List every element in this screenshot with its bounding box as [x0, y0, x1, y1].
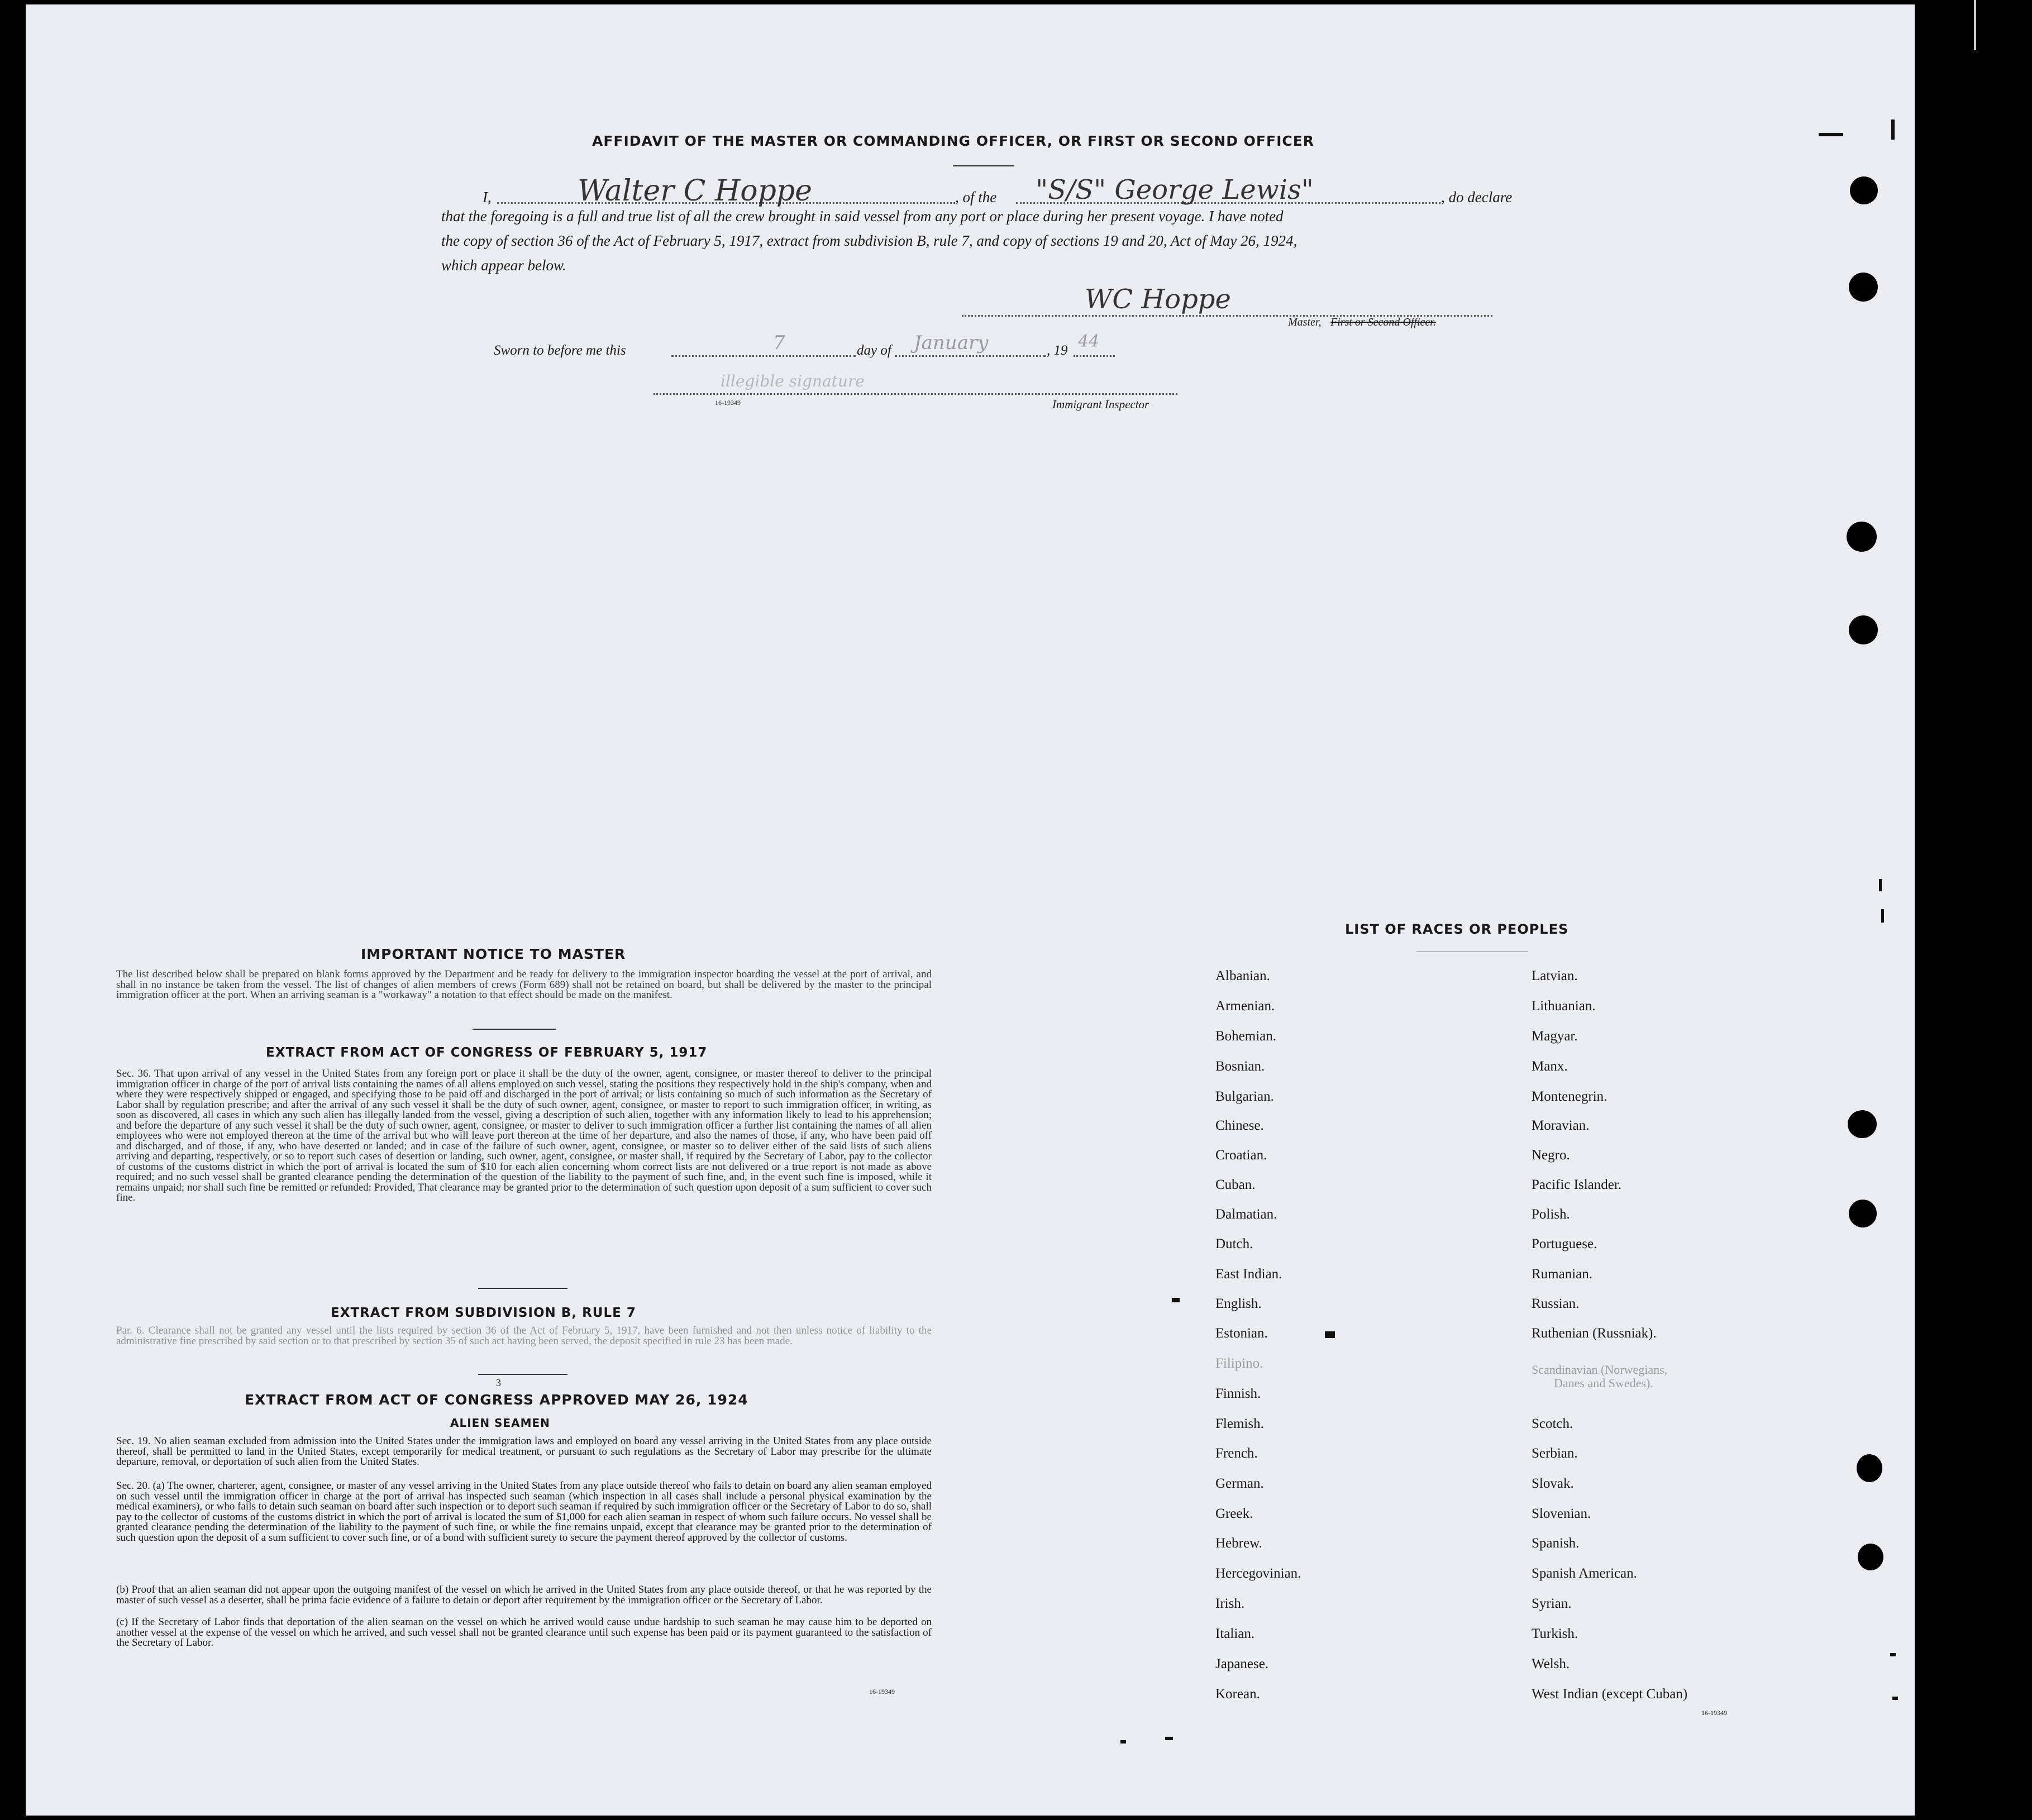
declaration-line-1: that the foregoing is a full and true list of all the crew brought in said vessel from any port or place during her present voyage. I have noted: [441, 208, 1284, 224]
races-title: LIST OF RACES OR PEOPLES: [1345, 921, 1569, 937]
race-right: Serbian.: [1532, 1446, 1578, 1461]
of-the-label: , of the: [955, 189, 997, 206]
day-of-label: day of: [857, 343, 891, 358]
notice-rule: [473, 1029, 556, 1030]
race-right: Scotch.: [1532, 1416, 1573, 1431]
scan-mark: [1881, 909, 1884, 923]
race-right: Spanish.: [1532, 1536, 1580, 1551]
extract-rule7-rule: [478, 1374, 567, 1375]
race-left: English.: [1215, 1296, 1262, 1311]
race-left: Japanese.: [1215, 1656, 1269, 1671]
scan-mark: [1165, 1737, 1173, 1740]
i-label: I,: [483, 189, 492, 206]
sworn-day-handwritten: 7: [773, 332, 785, 354]
document-page: [26, 4, 1915, 1816]
race-right: Scandinavian (Norwegians,: [1532, 1363, 1668, 1377]
race-right: Lithuanian.: [1532, 999, 1596, 1014]
scan-mark: [1890, 1653, 1896, 1656]
race-right: Magyar.: [1532, 1029, 1578, 1044]
race-right: Portuguese.: [1532, 1236, 1597, 1251]
sec20b-text: (b) Proof that an alien seaman did not appear upon the outgoing manifest of the vessel on which he arrived in the United States from any place outside thereof, or that he was reported by the master of such vessel as a deserter, shall be prima facie evidence of a failure to detain or deport after requirement by the immigration officer or the Secretary of Labor.: [116, 1584, 932, 1606]
extract-rule7-text: Par. 6. Clearance shall not be granted any vessel until the lists required by section 36 of the Act of February 5, 1917, have been furnished and not then unless notice of liability to the administrative fine prescribed by said section or to that prescribed by section 35 of such act having been served, the deposit specified in rule 23 has been made.: [116, 1325, 932, 1347]
sworn-label: Sworn to before me this: [494, 343, 626, 358]
binder-hole: [1857, 1454, 1882, 1482]
race-left: French.: [1215, 1446, 1258, 1461]
race-left: Chinese.: [1215, 1118, 1264, 1133]
race-left: Korean.: [1215, 1687, 1260, 1702]
notice-text: The list described below shall be prepared on blank forms approved by the Department and be ready for delivery to the immigration inspector boarding the vessel at the port of arrival, and shall in no instance be taken from the vessel. The list of changes of alien members of crews (Form 689) shall not be retained on board, but shall be delivered by the master to the principal immigration officer at the port. When an arriving seaman is a "workaway" a notation to that effect should be made on the manifest.: [116, 968, 932, 1001]
do-declare-label: , do declare: [1441, 189, 1513, 206]
race-left: Croatian.: [1215, 1148, 1267, 1163]
page-mark: 3: [496, 1377, 501, 1388]
scan-mark: [1172, 1298, 1180, 1302]
race-left: Hebrew.: [1215, 1536, 1262, 1551]
declarant-line: [483, 174, 1527, 208]
race-right: Manx.: [1532, 1059, 1568, 1074]
affidavit-title: AFFIDAVIT OF THE MASTER OR COMMANDING OFFICER, OR FIRST OR SECOND OFFICER: [592, 133, 1315, 149]
binder-hole: [1847, 522, 1877, 552]
race-right: Pacific Islander.: [1532, 1177, 1622, 1192]
race-left: Bohemian.: [1215, 1029, 1277, 1044]
year-prefix: , 19: [1047, 343, 1068, 358]
race-right: Spanish American.: [1532, 1566, 1637, 1581]
inspector-signature-handwritten: illegible signature: [721, 372, 865, 390]
binder-hole: [1849, 615, 1878, 644]
sec20a-text: Sec. 20. (a) The owner, charterer, agent, consignee, or master of any vessel arriving in the United States from any place outside thereof who fails to detain on board any alien seaman employed on such vessel until the immigration officer in charge at the port of arrival has inspected such seaman (which inspection in all cases shall include a personal physical examination by the medical examiners), or who fails to detain such seaman on board after such inspection or to deport such seaman if required by such immigration officer or the Secretary of Labor to do so, shall pay to the collector of customs of the customs district in which the port of arrival is located the sum of $1,000 for each alien seaman in respect of whom such failure occurs. No vessel shall be granted clearance pending the determination of the liability to the payment of such fine, or while the fine remains unpaid, except that clearance may be granted prior to the determination of such question upon the deposit of a sum sufficient to cover such fine, or of a bond with sufficient surety to secure the payment thereof approved by the collector of customs.: [116, 1480, 932, 1544]
race-left: Finnish.: [1215, 1386, 1261, 1401]
extract-1917-rule: [478, 1288, 567, 1289]
sworn-day-field: [671, 338, 856, 357]
sec19-text: Sec. 19. No alien seaman excluded from admission into the United States under the immigration laws and employed on board any vessel arriving in the United States from any place outside thereof, shall be permitted to land in the United States, except temporarily for medical treatment, or pursuant to such regulations as the Secretary of Labor may prescribe for the ultimate departure, removal, or deportation of such alien from the United States.: [116, 1435, 932, 1468]
race-left: German.: [1215, 1476, 1264, 1491]
binder-hole: [1858, 1544, 1883, 1570]
race-right: Welsh.: [1532, 1656, 1570, 1671]
inspector-block: [654, 372, 1212, 420]
scan-mark: [1325, 1331, 1335, 1338]
extract-1924-form-number: 16-19349: [869, 1688, 895, 1695]
race-right: West Indian (except Cuban): [1532, 1687, 1688, 1702]
race-right: Latvian.: [1532, 968, 1578, 983]
race-right: Rumanian.: [1532, 1267, 1593, 1282]
sec20c-text: (c) If the Secretary of Labor finds that deportation of the alien seaman on the vessel on which he arrived would cause undue hardship to such seaman he may cause him to be deported on another vessel at the expense of the vessel on which he arrived, and such vessel shall not be granted clearance until such expense has been paid or its payment guaranteed to the satisfaction of the Secretary of Labor.: [116, 1616, 932, 1649]
inspector-form-number: 16-19349: [715, 399, 741, 407]
race-right: Russian.: [1532, 1296, 1580, 1311]
inspector-field: [654, 376, 1177, 395]
struck-officer-label: First or Second Officer.: [1330, 316, 1436, 328]
master-signature-handwritten: WC Hoppe: [1085, 284, 1231, 315]
race-left: Bosnian.: [1215, 1059, 1265, 1074]
scanner-edge: [1974, 0, 1976, 50]
race-right: Danes and Swedes).: [1554, 1376, 1653, 1390]
race-left: Hercegovinian.: [1215, 1566, 1301, 1581]
binder-hole: [1848, 1110, 1877, 1138]
binder-hole: [1849, 273, 1878, 302]
race-left: Armenian.: [1215, 999, 1275, 1014]
year-handwritten: 44: [1078, 332, 1100, 351]
race-left: Bulgarian.: [1215, 1089, 1274, 1104]
race-left: Italian.: [1215, 1626, 1255, 1641]
declaration-line-3: which appear below.: [441, 257, 566, 274]
race-right: Turkish.: [1532, 1626, 1578, 1641]
extract-1917-text: Sec. 36. That upon arrival of any vessel in the United States from any foreign port or place it shall be the duty of the owner, agent, consignee, or master thereof to deliver to the principal immigration officer in charge of the port of arrival lists containing the names of all aliens employed on such vessel, stating the positions they respectively hold in the ship's company, when and where they were respectively shipped or engaged, and specifying those to be paid off and discharged in the port of arrival; or lists containing so much of such information as the Secretary of Labor shall by regulation prescribe; and after the arrival of any such vessel it shall be the duty of such owner, agent, consignee, or master to report to such immigration officer, in writing, as soon as discovered, all cases in which any such alien has illegally landed from the vessel, giving a description of such alien, together with any information likely to lead to his apprehension; and before the departure of any such vessel it shall be the duty of such owner, agent, consignee, or master to deliver to such immigration officer a further list containing the names of all alien employees who were not employed thereon at the time of the arrival but who will leave port thereon at the time of her departure, and also the names of those, if any, who have been paid off and discharged, and of those, if any, who have deserted or landed; and in case of the failure of such owner, agent, consignee, or master so to deliver either of the said lists of such aliens arriving and departing, respectively, or so to report such cases of desertion or landing, such owner, agent, consignee, or master shall, if required by the Secretary of Labor, pay to the collector of customs of the customs district in which the port of arrival is located the sum of $10 for each alien concerning whom correct lists are not delivered or a true report is not made as above required; and no such vessel shall be granted clearance pending the determination of the question of the liability to the payment of such fine, and, in the event such fine is imposed, while it remains unpaid; nor shall such fine be remitted or refunded: Provided, That clearance may be granted prior to the determination of such question upon deposit of a sum sufficient to cover such fine.: [116, 1068, 932, 1203]
scan-mark: [1819, 133, 1843, 136]
master-name-handwritten: Walter C Hoppe: [578, 174, 812, 208]
title-rule: [953, 165, 1014, 166]
declaration-line-2: the copy of section 36 of the Act of February 5, 1917, extract from subdivision B, rule 7, and copy of sections 19 and 20, Act of May 26, 1924,: [441, 232, 1298, 249]
race-left: Cuban.: [1215, 1177, 1256, 1192]
race-right: Polish.: [1532, 1207, 1570, 1222]
race-left: East Indian.: [1215, 1267, 1282, 1282]
inspector-label: Immigrant Inspector: [1052, 398, 1149, 411]
race-left: Greek.: [1215, 1506, 1253, 1521]
extract-1924-subtitle: ALIEN SEAMEN: [450, 1416, 550, 1430]
extract-1924-title: EXTRACT FROM ACT OF CONGRESS APPROVED MAY 26, 1924: [245, 1392, 748, 1408]
race-left: Estonian.: [1215, 1326, 1268, 1341]
master-signature-line: [962, 284, 1498, 328]
race-right: Ruthenian (Russniak).: [1532, 1326, 1657, 1341]
sworn-line: [494, 332, 1220, 369]
race-right: Moravian.: [1532, 1118, 1590, 1133]
vessel-name-handwritten: "S/S" George Lewis": [1036, 174, 1314, 206]
race-right: Slovenian.: [1532, 1506, 1591, 1521]
binder-hole: [1849, 1200, 1877, 1227]
signature-field: [962, 295, 1492, 317]
race-left: Dalmatian.: [1215, 1207, 1277, 1222]
race-left: Dutch.: [1215, 1236, 1253, 1251]
notice-title: IMPORTANT NOTICE TO MASTER: [361, 946, 626, 962]
race-right: Negro.: [1532, 1148, 1570, 1163]
month-handwritten: January: [914, 332, 989, 354]
race-right: Slovak.: [1532, 1476, 1574, 1491]
race-left: Irish.: [1215, 1596, 1245, 1611]
race-left: Albanian.: [1215, 968, 1270, 983]
extract-rule7-title: EXTRACT FROM SUBDIVISION B, RULE 7: [331, 1306, 636, 1320]
master-label: Master,: [1288, 316, 1322, 328]
scan-mark: [1120, 1740, 1126, 1743]
scan-mark: [1891, 120, 1895, 140]
extract-1917-title: EXTRACT FROM ACT OF CONGRESS OF FEBRUARY 5, 1917: [266, 1045, 708, 1060]
race-left: Filipino.: [1215, 1356, 1263, 1371]
scan-mark: [1892, 1697, 1898, 1700]
binder-hole: [1850, 176, 1878, 204]
race-left: Flemish.: [1215, 1416, 1264, 1431]
race-right: Syrian.: [1532, 1596, 1572, 1611]
races-form-number: 16-19349: [1701, 1709, 1727, 1717]
race-right: Montenegrin.: [1532, 1089, 1608, 1104]
scan-mark: [1879, 879, 1882, 891]
